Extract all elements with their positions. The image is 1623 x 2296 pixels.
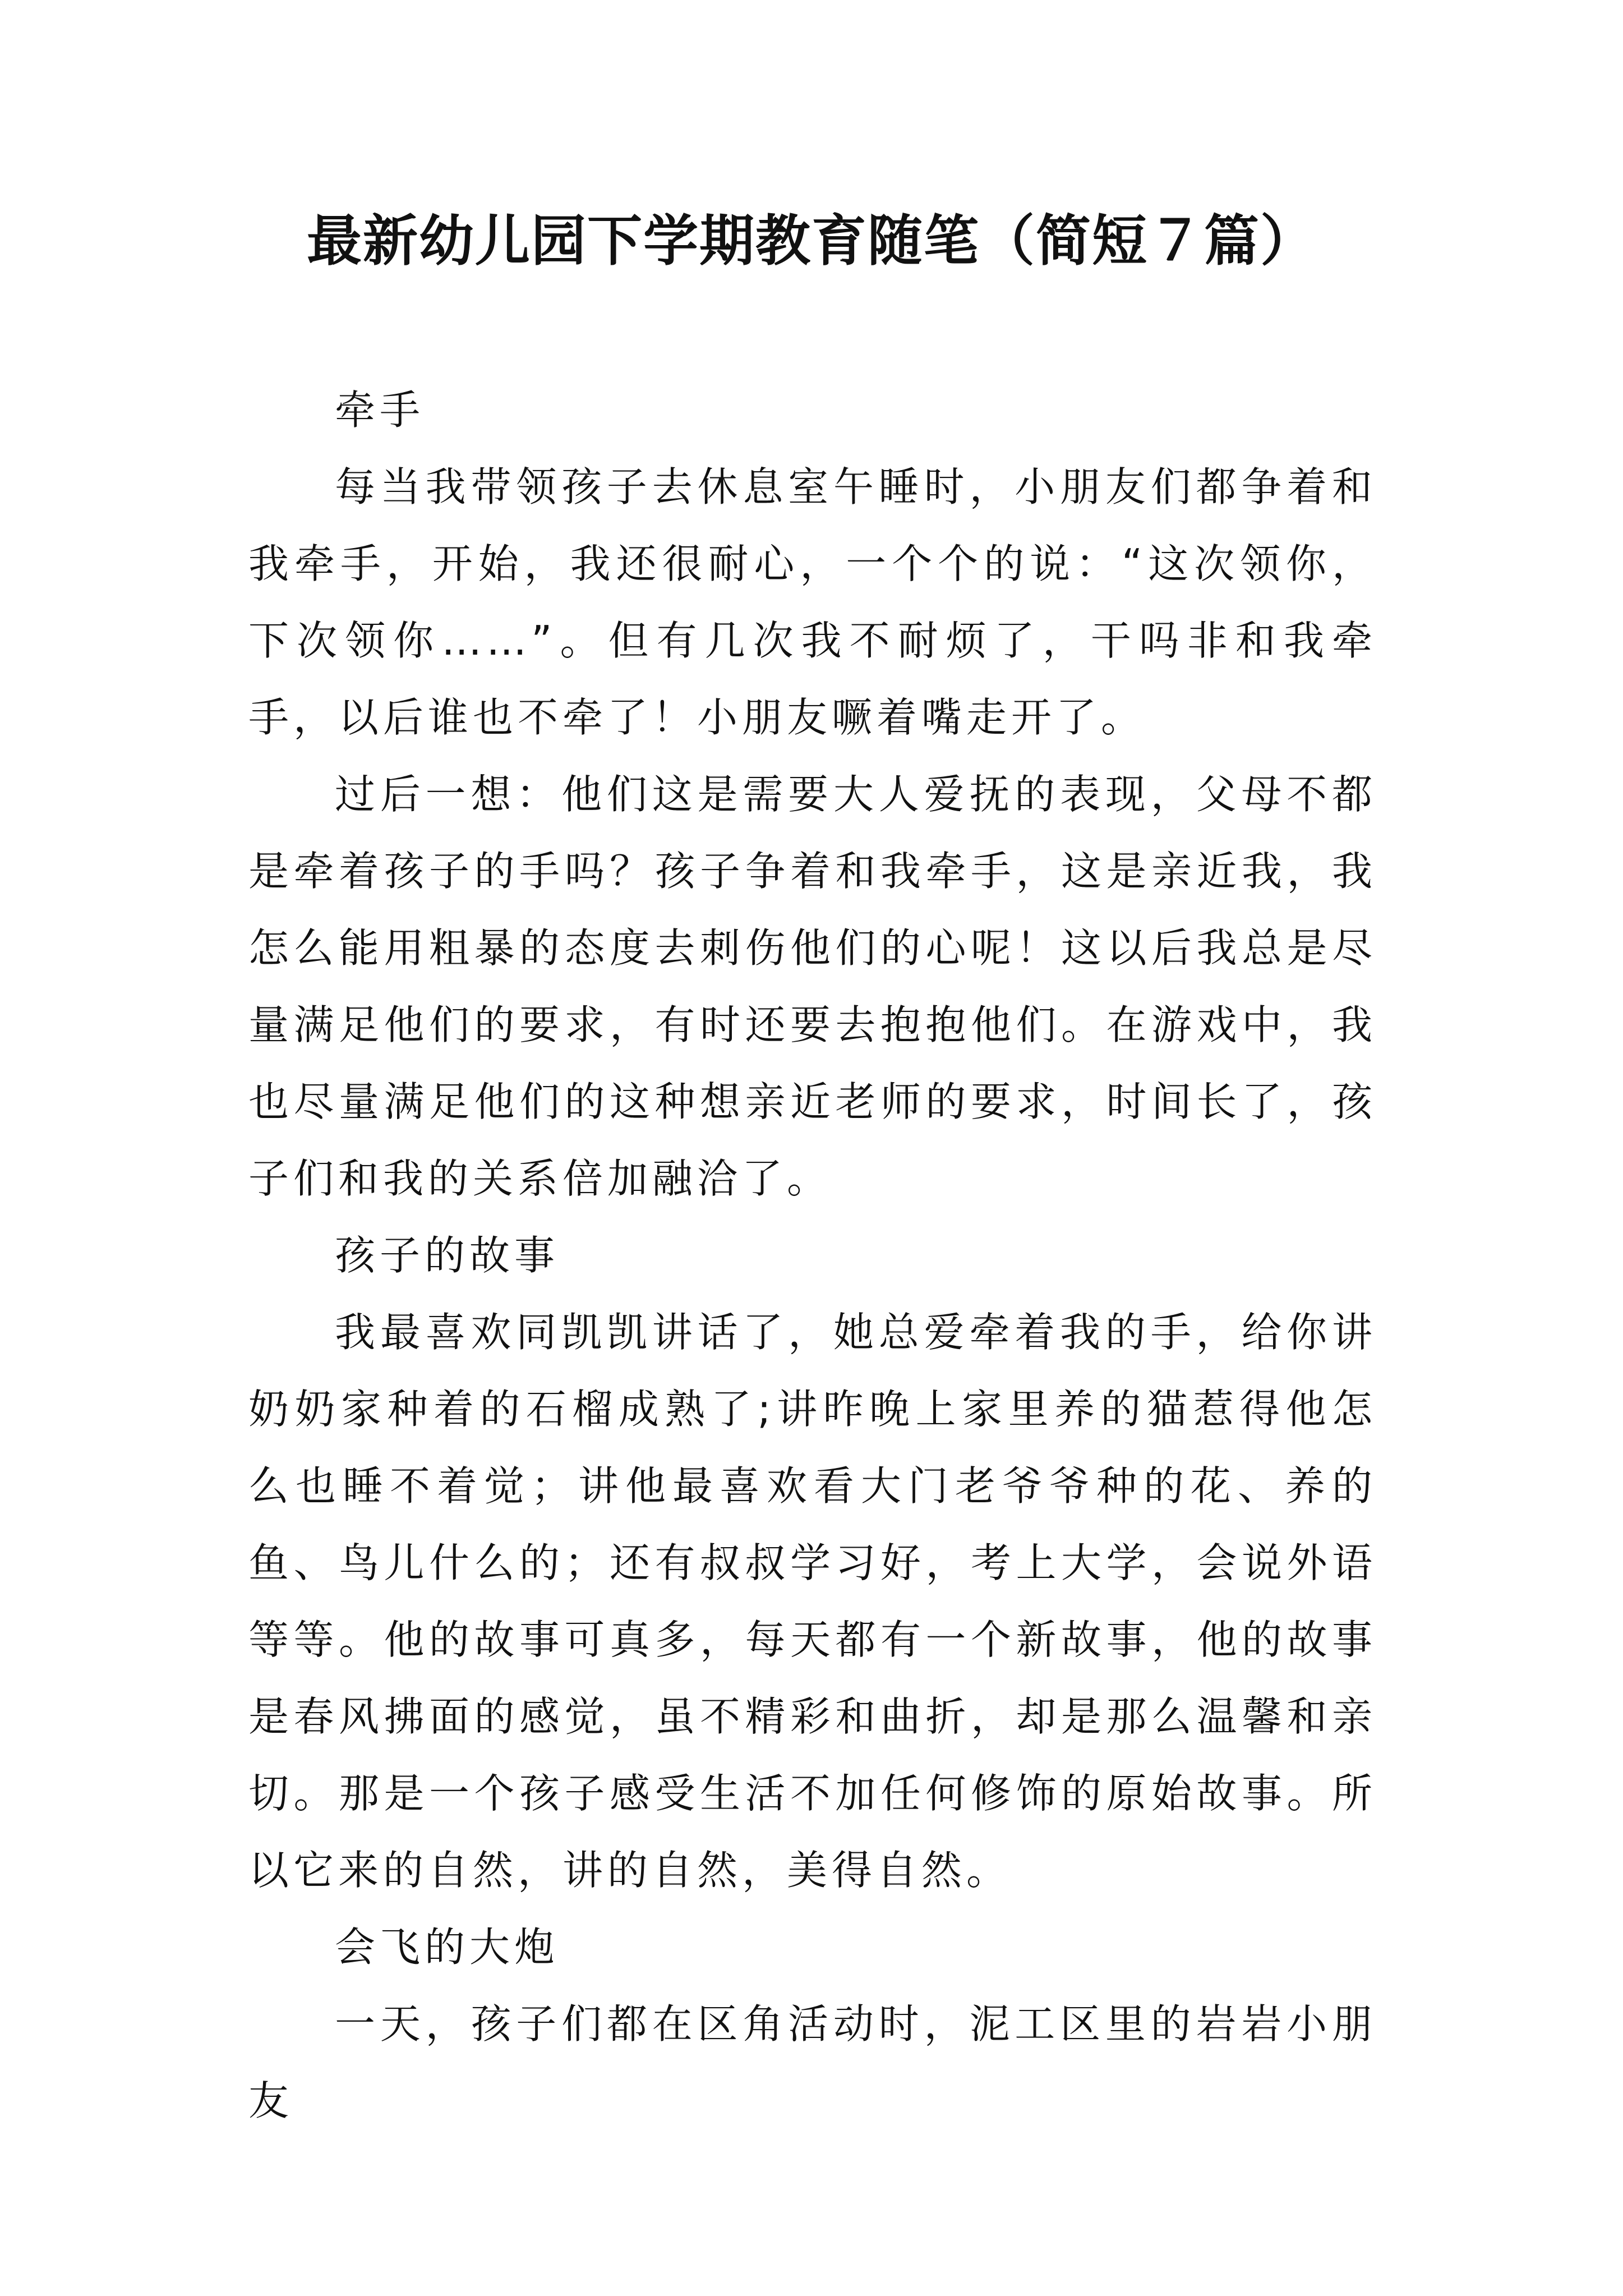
document-title: 最新幼儿园下学期教育随笔（简短７篇）: [306, 209, 1316, 273]
section-heading-haizi-de-gushi: 孩子的故事: [335, 1232, 560, 1279]
document-body: [248, 372, 1377, 2139]
section-heading-huifei-de-dapao: 会飞的大炮: [335, 1924, 560, 1971]
section-heading-qianshou: 牵手: [335, 386, 425, 434]
paragraph: 每当我带领孩子去休息室午睡时，小朋友们都争着和我牵手，开始，我还很耐心，一个个的说：“这次领你，下次领你……”。但有几次我不耐烦了，干吗非和我牵手，以后谁也不牵了！小朋友噘着嘴走开了。: [248, 463, 1377, 741]
paragraph: 我最喜欢同凯凯讲话了，她总爱牵着我的手，给你讲奶奶家种着的石榴成熟了;讲昨晚上家里养的猫惹得他怎么也睡不着觉；讲他最喜欢看大门老爷爷种的花、养的鱼、鸟儿什么的；还有叔叔学习好，考上大学，会说外语等等。他的故事可真多，每天都有一个新故事，他的故事是春风拂面的感觉，虽不精彩和曲折，却是那么温馨和亲切。那是一个孩子感受生活不加任何修饰的原始故事。所以它来的自然，讲的自然，美得自然。: [248, 1309, 1377, 1894]
paragraph: 一天，孩子们都在区角活动时，泥工区里的岩岩小朋友: [248, 2000, 1377, 2124]
paragraph: 过后一想：他们这是需要大人爱抚的表现，父母不都是牵着孩子的手吗？孩子争着和我牵手，这是亲近我，我怎么能用粗暴的态度去刺伤他们的心呢！这以后我总是尽量满足他们的要求，有时还要去抱抱他们。在游戏中，我也尽量满足他们的这种想亲近老师的要求，时间长了，孩子们和我的关系倍加融洽了。: [248, 771, 1377, 1202]
